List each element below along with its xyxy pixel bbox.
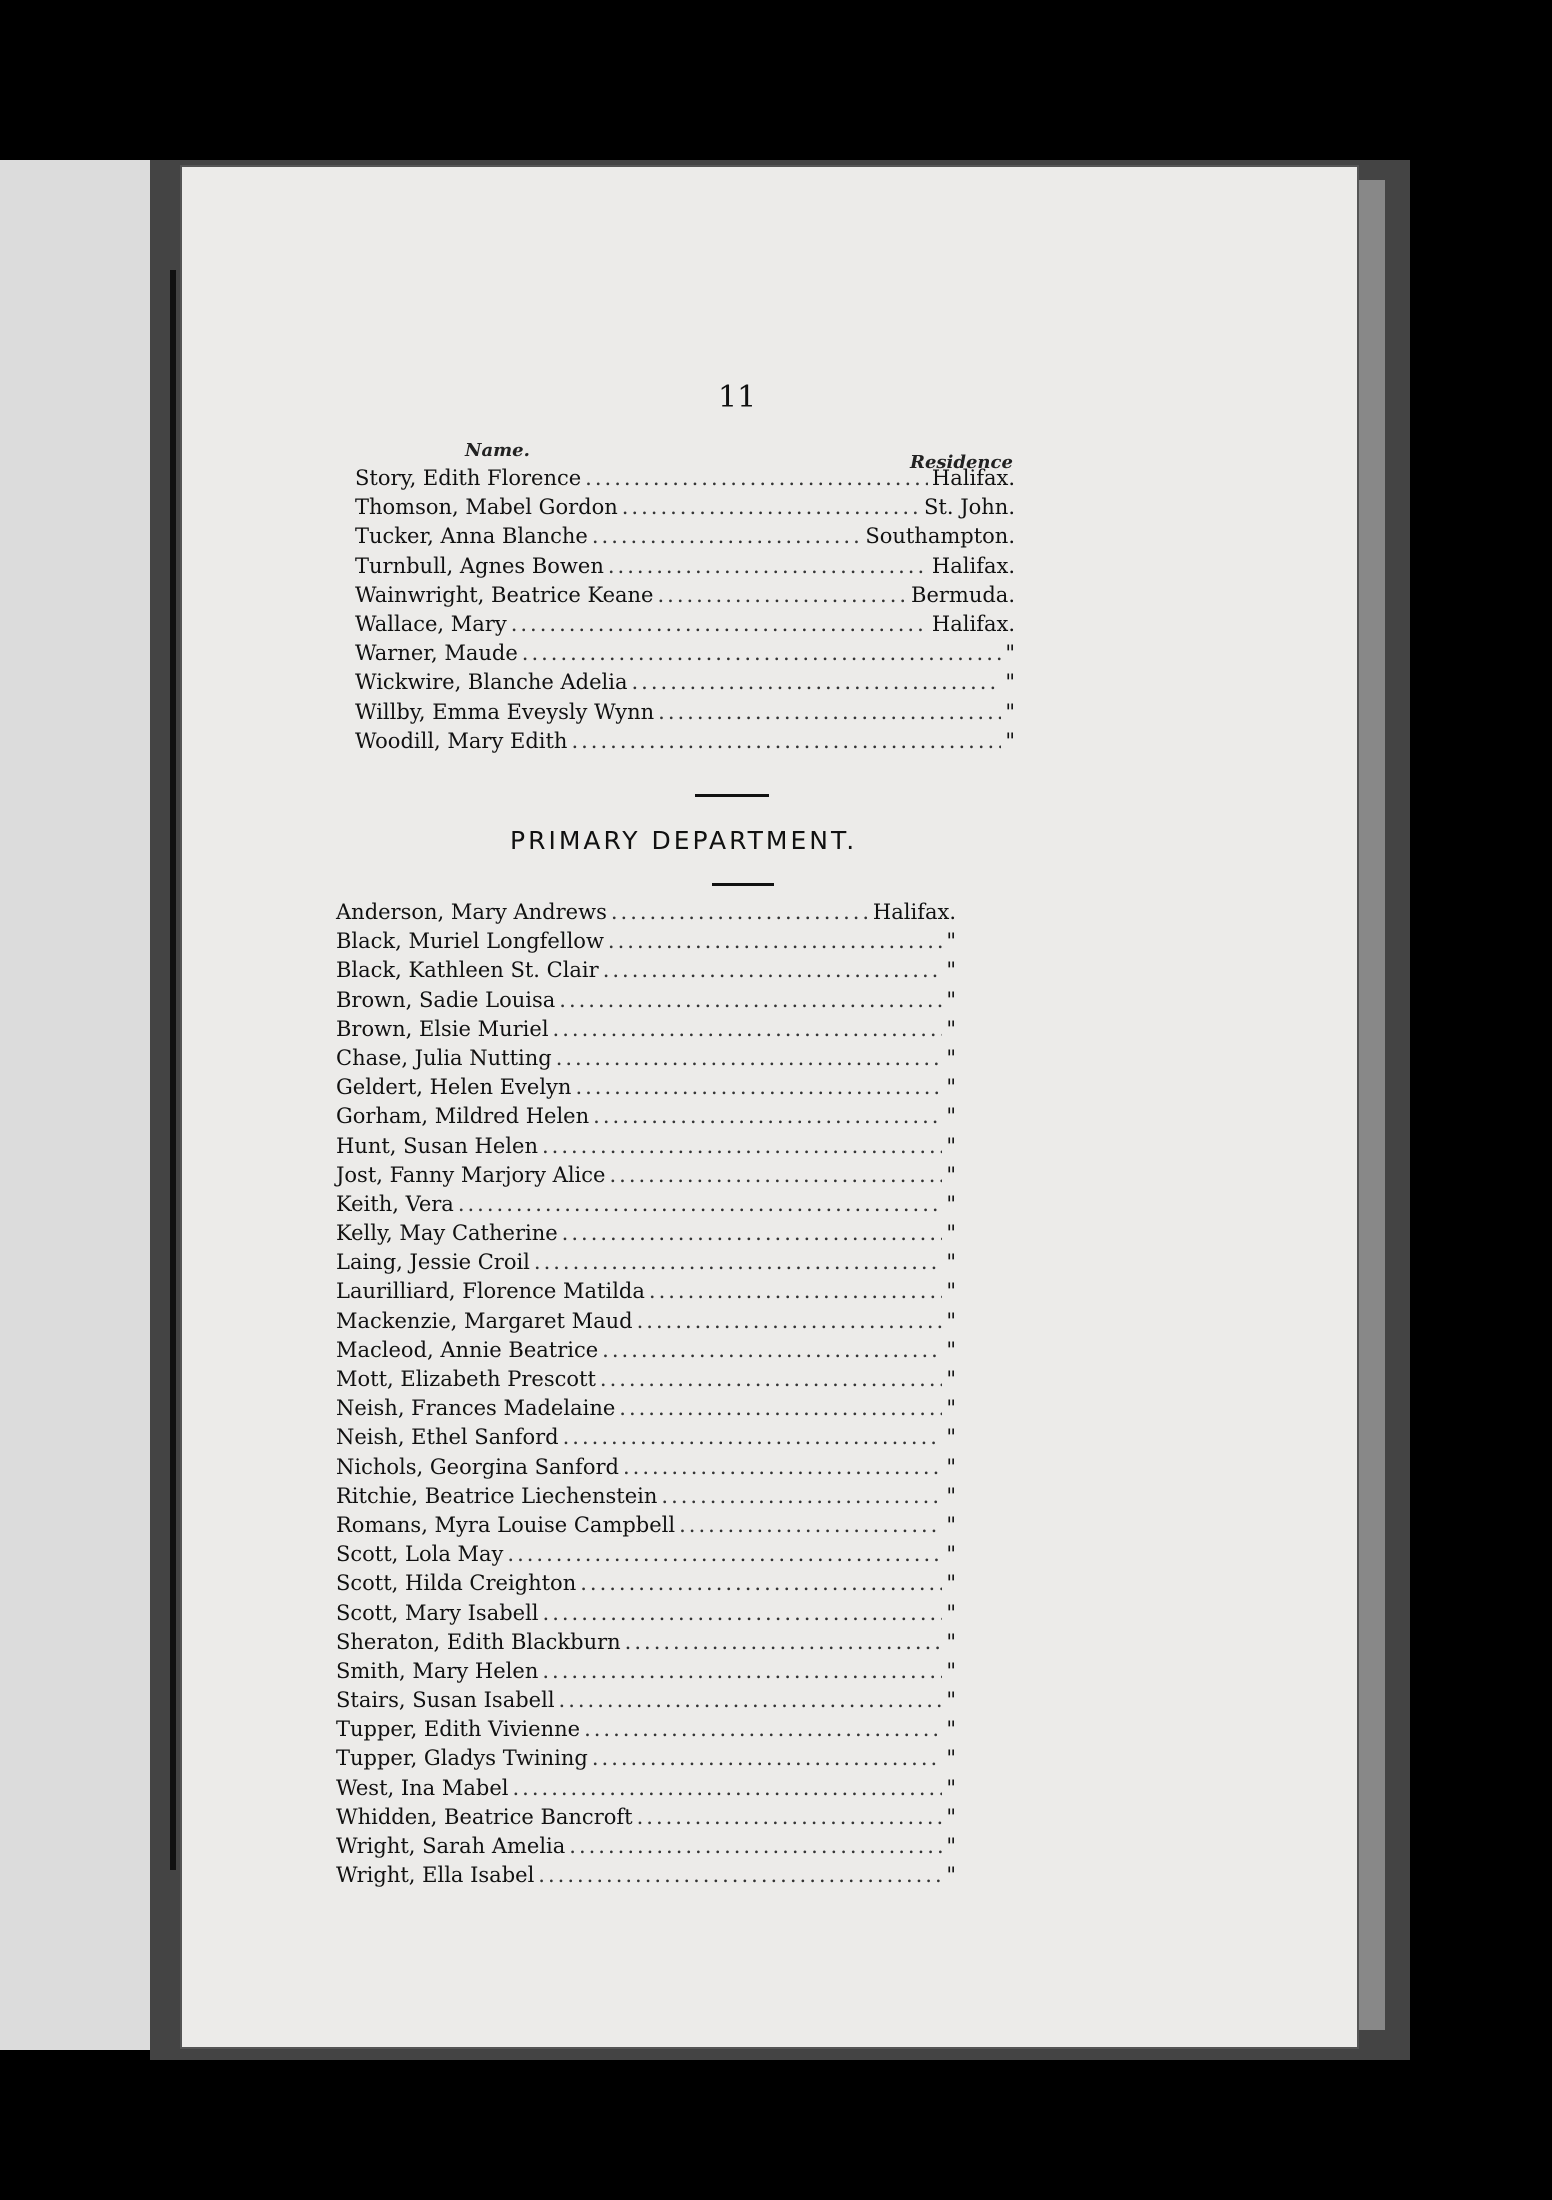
student-name: West, Ina Mabel xyxy=(336,1775,509,1800)
list-item xyxy=(355,612,1015,641)
student-residence: " xyxy=(1005,728,1015,753)
list-item xyxy=(336,1601,956,1630)
student-residence: " xyxy=(946,1221,956,1246)
list-item xyxy=(355,466,1015,495)
leader-dots xyxy=(559,1688,943,1712)
student-residence: " xyxy=(946,1454,956,1479)
student-name: Ritchie, Beatrice Liechenstein xyxy=(336,1483,658,1508)
student-name: Wright, Ella Isabel xyxy=(336,1863,535,1888)
student-residence: Bermuda. xyxy=(911,582,1015,607)
list-item xyxy=(336,988,956,1017)
leader-dots xyxy=(608,554,928,578)
student-name: Black, Muriel Longfellow xyxy=(336,929,604,954)
list-item xyxy=(336,1746,956,1775)
leader-dots xyxy=(538,1863,942,1887)
list-item xyxy=(336,929,956,958)
student-name: Smith, Mary Helen xyxy=(336,1658,539,1683)
student-name: Wainwright, Beatrice Keane xyxy=(355,582,654,607)
leader-dots xyxy=(637,1309,943,1333)
list-item xyxy=(355,729,1015,758)
leader-dots xyxy=(534,1250,942,1274)
leader-dots xyxy=(592,524,861,548)
section-rule-bottom xyxy=(712,883,774,886)
student-residence: " xyxy=(946,1688,956,1713)
list-item xyxy=(336,1250,956,1279)
leader-dots xyxy=(625,1630,943,1654)
student-name: Willby, Emma Eveysly Wynn xyxy=(355,699,655,724)
leader-dots xyxy=(585,466,928,490)
student-name: Whidden, Beatrice Bancroft xyxy=(336,1804,633,1829)
list-item xyxy=(336,900,956,929)
student-name: Brown, Elsie Muriel xyxy=(336,1016,549,1041)
student-name: Thomson, Mabel Gordon xyxy=(355,495,618,520)
leader-dots xyxy=(658,700,1001,724)
leader-dots xyxy=(553,1017,943,1041)
list-item xyxy=(336,1279,956,1308)
student-residence: " xyxy=(946,1191,956,1216)
leader-dots xyxy=(603,958,943,982)
leader-dots xyxy=(542,1659,942,1683)
student-residence: " xyxy=(946,1834,956,1858)
leader-dots xyxy=(611,900,869,924)
student-residence: " xyxy=(946,929,956,954)
student-name: Turnbull, Agnes Bowen xyxy=(355,553,604,578)
student-name: Scott, Mary Isabell xyxy=(336,1600,539,1625)
student-name: Geldert, Helen Evelyn xyxy=(336,1075,572,1100)
upper-name-list xyxy=(355,466,1015,758)
student-residence: " xyxy=(946,1717,956,1742)
list-item xyxy=(336,1338,956,1367)
student-residence: " xyxy=(946,1104,956,1129)
student-residence: " xyxy=(946,1863,956,1888)
student-residence: " xyxy=(946,1746,956,1771)
section-rule-top xyxy=(695,794,769,797)
list-item xyxy=(336,1017,956,1046)
student-name: Wright, Sarah Amelia xyxy=(336,1834,566,1858)
binding-spine xyxy=(170,270,176,1870)
student-residence: Halifax. xyxy=(872,900,956,924)
student-residence: " xyxy=(946,987,956,1012)
student-name: Gorham, Mildred Helen xyxy=(336,1104,590,1129)
list-item xyxy=(355,670,1015,699)
student-residence: " xyxy=(1005,641,1015,666)
leader-dots xyxy=(584,1717,942,1741)
student-name: Macleod, Annie Beatrice xyxy=(336,1337,599,1362)
leader-dots xyxy=(575,1075,942,1099)
leader-dots xyxy=(619,1396,942,1420)
leader-dots xyxy=(657,583,907,607)
student-name: Romans, Myra Louise Campbell xyxy=(336,1512,676,1537)
student-residence: " xyxy=(946,1075,956,1100)
leader-dots xyxy=(592,1746,942,1770)
list-item xyxy=(336,1513,956,1542)
student-name: Tucker, Anna Blanche xyxy=(355,524,588,549)
student-name: Wallace, Mary xyxy=(355,611,507,636)
list-item xyxy=(336,1455,956,1484)
list-item xyxy=(336,1309,956,1338)
student-residence: " xyxy=(1005,670,1015,695)
leader-dots xyxy=(511,612,928,636)
student-name: Woodill, Mary Edith xyxy=(355,728,568,753)
student-residence: " xyxy=(946,1250,956,1275)
student-name: Mackenzie, Margaret Maud xyxy=(336,1308,633,1333)
student-name: Scott, Hilda Creighton xyxy=(336,1571,577,1596)
student-residence: " xyxy=(946,1162,956,1187)
student-name: Sheraton, Edith Blackburn xyxy=(336,1629,621,1654)
student-name: Black, Kathleen St. Clair xyxy=(336,958,599,983)
list-item xyxy=(336,1688,956,1717)
list-item xyxy=(336,1425,956,1454)
leader-dots xyxy=(571,729,1001,753)
student-residence: " xyxy=(946,1512,956,1537)
student-residence: " xyxy=(946,1045,956,1070)
leader-dots xyxy=(593,1104,942,1128)
student-name: Mott, Elizabeth Prescott xyxy=(336,1367,596,1391)
leader-dots xyxy=(649,1279,942,1303)
student-name: Tupper, Edith Vivienne xyxy=(336,1717,581,1742)
student-residence: " xyxy=(946,958,956,983)
student-name: Anderson, Mary Andrews xyxy=(336,900,607,924)
leader-dots xyxy=(602,1338,942,1362)
list-item xyxy=(336,1134,956,1163)
student-name: Wickwire, Blanche Adelia xyxy=(355,670,628,695)
list-item xyxy=(336,1075,956,1104)
leader-dots xyxy=(608,929,942,953)
leader-dots xyxy=(513,1776,943,1800)
student-residence: " xyxy=(946,1308,956,1333)
list-item xyxy=(336,1104,956,1133)
leader-dots xyxy=(580,1571,942,1595)
list-item xyxy=(355,524,1015,553)
leader-dots xyxy=(600,1367,942,1391)
list-item xyxy=(355,583,1015,612)
leader-dots xyxy=(622,495,920,519)
column-header-residence: Residence xyxy=(910,452,1013,473)
student-residence: " xyxy=(946,1629,956,1654)
list-item xyxy=(336,1834,956,1863)
student-residence: Halifax. xyxy=(931,553,1015,578)
student-name: Laing, Jessie Croil xyxy=(336,1250,530,1275)
primary-name-list xyxy=(336,900,956,1892)
student-name: Stairs, Susan Isabell xyxy=(336,1688,555,1713)
list-item xyxy=(355,641,1015,670)
student-residence: " xyxy=(946,1658,956,1683)
student-name: Kelly, May Catherine xyxy=(336,1221,558,1246)
list-item xyxy=(336,1046,956,1075)
list-item xyxy=(336,1484,956,1513)
student-name: Hunt, Susan Helen xyxy=(336,1133,538,1158)
student-name: Warner, Maude xyxy=(355,641,518,666)
list-item xyxy=(336,1221,956,1250)
page-edge xyxy=(1355,180,1385,2030)
student-residence: " xyxy=(946,1133,956,1158)
list-item xyxy=(336,1192,956,1221)
section-title: PRIMARY DEPARTMENT. xyxy=(510,826,858,855)
student-residence: " xyxy=(946,1483,956,1508)
student-residence: Southampton. xyxy=(865,524,1015,549)
list-item xyxy=(355,700,1015,729)
leader-dots xyxy=(458,1192,943,1216)
column-header-name: Name. xyxy=(465,440,530,461)
leader-dots xyxy=(637,1805,943,1829)
list-item xyxy=(355,495,1015,524)
student-residence: " xyxy=(946,1279,956,1304)
leader-dots xyxy=(679,1513,942,1537)
list-item xyxy=(336,1776,956,1805)
student-name: Neish, Frances Madelaine xyxy=(336,1396,616,1421)
page-number: 11 xyxy=(718,380,757,415)
leader-dots xyxy=(559,988,942,1012)
leader-dots xyxy=(507,1542,942,1566)
list-item xyxy=(336,1805,956,1834)
student-name: Jost, Fanny Marjory Alice xyxy=(336,1162,606,1187)
list-item xyxy=(336,1659,956,1688)
student-residence: " xyxy=(946,1571,956,1596)
leader-dots xyxy=(661,1484,942,1508)
list-item xyxy=(336,1717,956,1746)
list-item xyxy=(355,554,1015,583)
leader-dots xyxy=(562,1221,943,1245)
list-item xyxy=(336,1863,956,1892)
student-residence: " xyxy=(946,1396,956,1421)
leader-dots xyxy=(632,670,1002,694)
student-name: Chase, Julia Nutting xyxy=(336,1045,552,1070)
leader-dots xyxy=(609,1163,942,1187)
leader-dots xyxy=(542,1134,942,1158)
list-item xyxy=(336,1396,956,1425)
student-name: Story, Edith Florence xyxy=(355,466,582,490)
leader-dots xyxy=(563,1425,943,1449)
leader-dots xyxy=(522,641,1002,665)
student-name: Laurilliard, Florence Matilda xyxy=(336,1279,645,1304)
leader-dots xyxy=(569,1834,942,1858)
student-residence: " xyxy=(946,1804,956,1829)
list-item xyxy=(336,1630,956,1659)
list-item xyxy=(336,1542,956,1571)
leader-dots xyxy=(556,1046,943,1070)
student-name: Neish, Ethel Sanford xyxy=(336,1425,559,1450)
student-residence: St. John. xyxy=(924,495,1015,520)
list-item xyxy=(336,958,956,987)
student-residence: " xyxy=(946,1600,956,1625)
student-residence: " xyxy=(946,1775,956,1800)
student-residence: " xyxy=(1005,699,1015,724)
list-item xyxy=(336,1367,956,1396)
student-residence: " xyxy=(946,1425,956,1450)
student-residence: " xyxy=(946,1337,956,1362)
student-name: Keith, Vera xyxy=(336,1191,454,1216)
list-item xyxy=(336,1163,956,1192)
leader-dots xyxy=(543,1601,943,1625)
student-name: Scott, Lola May xyxy=(336,1542,504,1567)
student-residence: " xyxy=(946,1367,956,1391)
left-page xyxy=(0,160,170,2050)
leader-dots xyxy=(623,1455,942,1479)
student-residence: Halifax. xyxy=(931,466,1015,490)
student-name: Tupper, Gladys Twining xyxy=(336,1746,588,1771)
student-residence: Halifax. xyxy=(931,611,1015,636)
student-name: Brown, Sadie Louisa xyxy=(336,987,556,1012)
student-name: Nichols, Georgina Sanford xyxy=(336,1454,619,1479)
student-residence: " xyxy=(946,1542,956,1567)
student-residence: " xyxy=(946,1016,956,1041)
list-item xyxy=(336,1571,956,1600)
